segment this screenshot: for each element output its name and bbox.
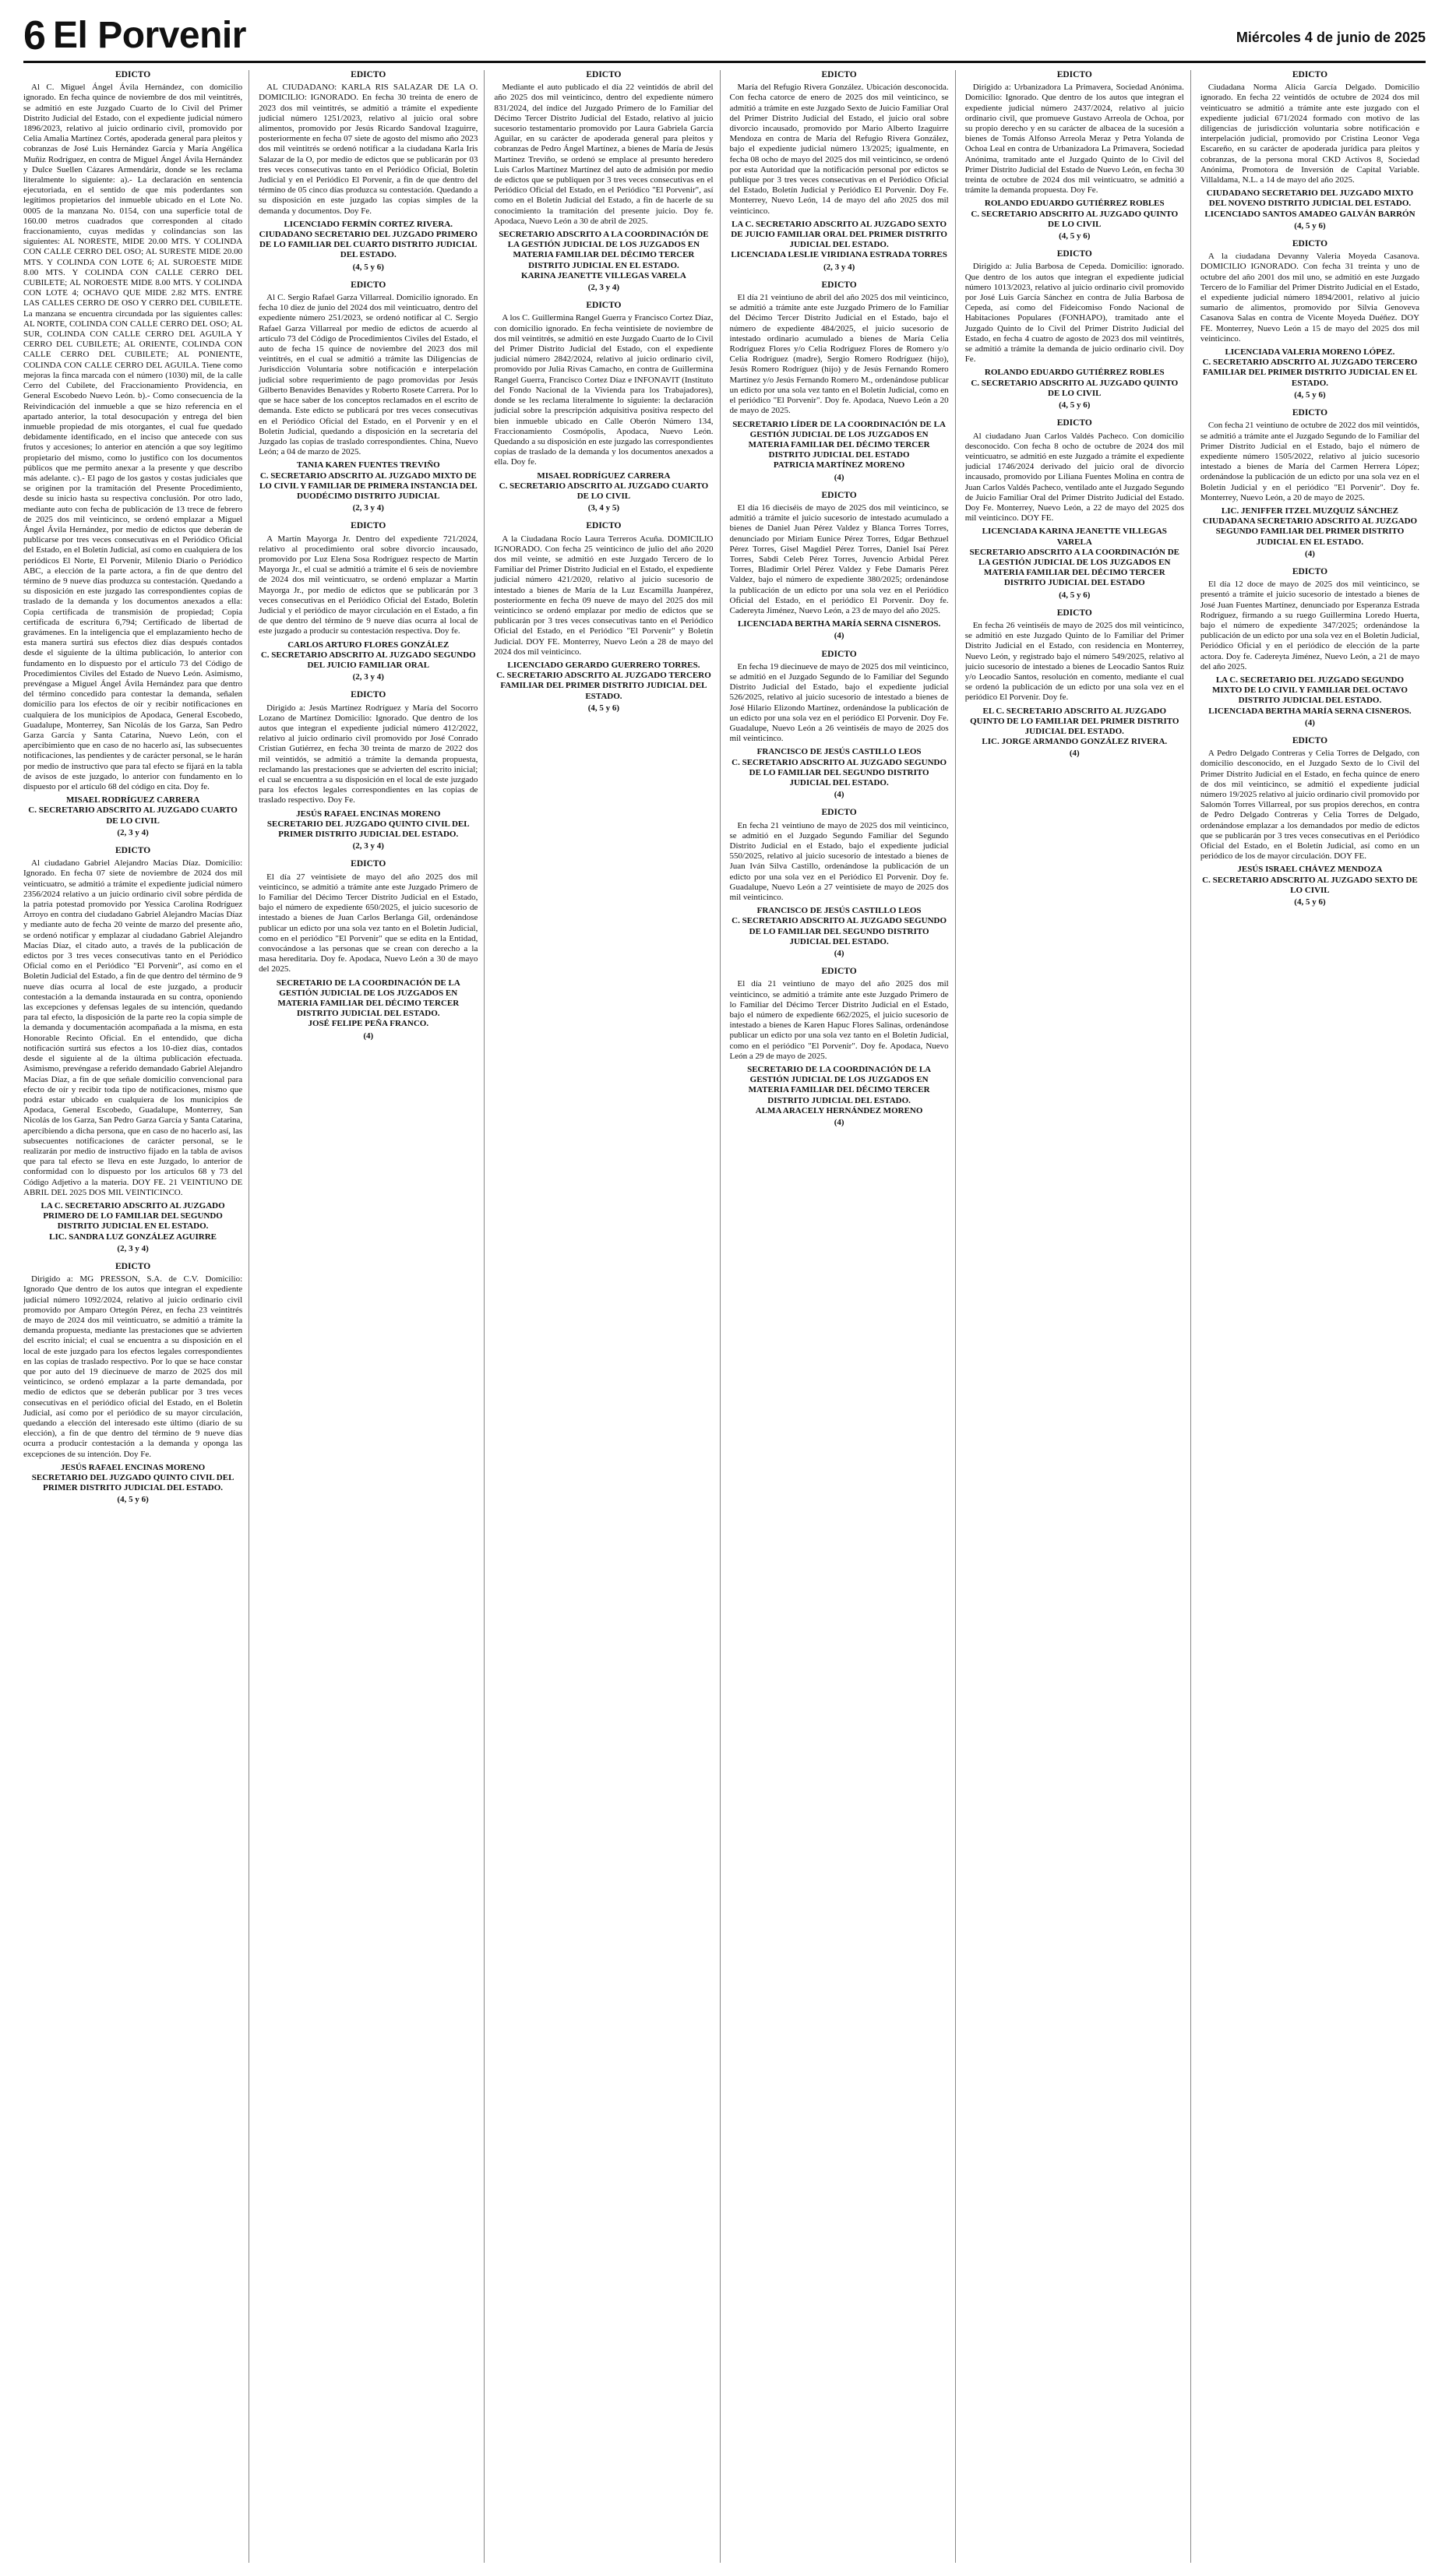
edict-publication-dates: (4) <box>1069 749 1080 759</box>
edict-title: EDICTO <box>821 967 857 977</box>
edict-signature: ROLANDO EDUARDO GUTIÉRREZ ROBLES C. SECRETARIO ADSCRITO AL JUZGADO QUINTO DE LO CIVIL <box>971 368 1179 398</box>
edict-publication-dates: (4, 5 y 6) <box>1294 389 1326 400</box>
edict-title: EDICTO <box>351 859 386 869</box>
edict-publication-dates: (2, 3 y 4) <box>117 827 149 837</box>
edict-body: En fecha 19 diecinueve de mayo de 2025 dos mil veinticinco, se admitió en el Juzgado Segundo de lo Familiar del Segundo Distrito Judicial del Estado, bajo el expediente judicial 526/2025, relativo al juicio sucesorio de intestado a bienes de José Hilario Elizondo Martínez, ordenándose la publicación de un edicto por una sola vez en el periódico El Porvenir. Doy Fe. Guadalupe, Nuevo León a 26 veintiséis de mayo de 2025 dos mil veinticinco. <box>729 661 949 744</box>
edict-signature: JESÚS RAFAEL ENCINAS MORENO SECRETARIO DEL JUZGADO QUINTO CIVIL DEL PRIMER DISTRITO JUDICIAL DEL ESTADO. <box>31 1462 234 1493</box>
edict-notice <box>730 491 949 642</box>
edict-title: EDICTO <box>1292 408 1328 418</box>
edict-notice <box>730 70 949 273</box>
edict-title: EDICTO <box>1292 735 1328 745</box>
edict-title: EDICTO <box>351 690 386 700</box>
edict-notice <box>494 70 713 293</box>
edict-body: A los C. Guillermina Rangel Guerra y Francisco Cortez Díaz, con domicilio ignorado. En fecha veintisiete de noviembre de dos mil veintitrés, se admitió en este Juzgado Cuarto de lo Civil del Primer Distrito Judicial del Estado, con el expediente judicial número 2842/2024, relativo al juicio ordinario civil, promovido por Julia Rivas Camacho, en contra de Guillermina Rangel Guerra, Francisco Cortez Díaz e INFONAVIT (Instituto del Fondo Nacional de la Vivienda para los Trabajadores), donde se les reclama literalmente lo siguiente: la declaración judicial sobre la prescripción adquisitiva positiva respecto del bien inmueble ubicado en Calle Oberón Número 134, Fraccionamiento Cosmópolis, Apodaca, Nuevo León. Quedando a su disposición en este juzgado las correspondientes copias de traslado de la demanda y los documentos anexados a ella. Doy fe. <box>494 313 714 467</box>
edict-publication-dates: (4) <box>834 1118 844 1128</box>
edict-title: EDICTO <box>586 301 622 311</box>
edict-notice <box>259 280 478 513</box>
edict-body: A la ciudadana Devanny Valeria Moyeda Casanova. DOMICILIO IGNORADO. Con fecha 31 treinta y uno de octubre del año 2001 dos mil uno, se admitió en este Juzgado Tercero de lo Familiar del Primer Distrito Judicial en el Estado, el expediente judicial número 1894/2001, relativo al juicio sumario de alimentos, promovido por Silvia Genoveva Casanova Salas en contra de Vicente Moyeda Duéñez. DOY FE. Monterrey, Nuevo León a 15 de mayo del 2025 dos mil veinticinco. <box>1200 252 1420 344</box>
edict-notice <box>259 521 478 682</box>
edict-notice <box>494 301 713 513</box>
edict-signature: LA C. SECRETARIO DEL JUZGADO SEGUNDO MIXTO DE LO CIVIL Y FAMILIAR DEL OCTAVO DISTRITO JUDICIAL DEL ESTADO. LICENCIADA BERTHA MARÍA SERNA CISNEROS. <box>1208 675 1412 716</box>
edict-signature: LICENCIADA BERTHA MARÍA SERNA CISNEROS. <box>737 619 941 629</box>
edict-publication-dates: (4) <box>834 949 844 959</box>
edict-signature: SECRETARIO DE LA COORDINACIÓN DE LA GESTIÓN JUDICIAL DE LOS JUZGADOS EN MATERIA FAMILIAR DEL DÉCIMO TERCER DISTRITO JUDICIAL DEL ESTADO. JOSÉ FELIPE PEÑA FRANCO. <box>276 978 460 1029</box>
edict-signature: EL C. SECRETARIO ADSCRITO AL JUZGADO QUINTO DE LO FAMILIAR DEL PRIMER DISTRITO JUDICIAL DEL ESTADO. LIC. JORGE ARMANDO GONZÁLEZ RIVERA. <box>970 706 1179 747</box>
edict-notice <box>23 1262 242 1506</box>
edict-signature: JESÚS ISRAEL CHÁVEZ MENDOZA C. SECRETARIO ADSCRITO AL JUZGADO SEXTO DE LO CIVIL <box>1202 865 1418 895</box>
edict-body: Dirigido a: MG PRESSON, S.A. de C.V. Domicilio: Ignorado Que dentro de los autos que integran el expediente judicial número 1092/2024, relativo al juicio ordinario civil promovido por Amparo Ortegón Pérez, en fecha 23 veintitrés de mayo de 2024 dos mil veinticuatro, se admitió a trámite la demanda propuesta, mediante las prestaciones que se advierten del escrito inicial; el cual se encuentra a su disposición en el local de este juzgado para los efectos legales correspondientes en las copias de traslado respectivo. Por lo que se hace constar que por auto del 19 diecinueve de marzo de 2025 dos mil veinticinco, se ordenó emplazar a la parte demandada, por medio de edictos que se deberán publicar por 3 tres veces consecutivas en el periódico oficial del Estado, en el Boletín Judicial, así como por el periódico de su mayor circulación, quedando a elección del interesado este último (diario de su elección), a fin de que dentro del término de 9 nueve días ocurra a producir contestación a la demanda y oponga las excepciones de su intención. Doy Fe. <box>23 1274 243 1459</box>
edict-publication-dates: (2, 3 y 4) <box>352 841 384 851</box>
column-1 <box>23 70 249 2563</box>
edict-signature: CARLOS ARTURO FLORES GONZÁLEZ C. SECRETARIO ADSCRITO AL JUZGADO SEGUNDO DEL JUICIO FAMILIAR ORAL <box>260 640 476 670</box>
edict-title: EDICTO <box>1292 70 1328 79</box>
edict-notice <box>730 808 949 959</box>
edict-signature: LICENCIADA VALERIA MORENO LÓPEZ. C. SECRETARIO ADSCRITO AL JUZGADO TERCERO FAMILIAR DEL PRIMER DISTRITO JUDICIAL EN EL ESTADO. <box>1202 347 1418 388</box>
newspaper-logo: El Porvenir <box>53 15 246 56</box>
edict-publication-dates: (4, 5 y 6) <box>1059 400 1091 411</box>
edict-publication-dates: (2, 3 y 4) <box>352 672 384 682</box>
edict-notice <box>730 280 949 483</box>
edict-signature: LICENCIADO GERARDO GUERRERO TORRES. C. SECRETARIO ADSCRITO AL JUZGADO TERCERO FAMILIAR DEL PRIMER DISTRITO JUDICIAL DEL ESTADO. <box>496 660 711 701</box>
edict-signature: LICENCIADO FERMÍN CORTEZ RIVERA. CIUDADANO SECRETARIO DEL JUZGADO PRIMERO DE LO FAMILIAR DEL CUARTO DISTRITO JUDICIAL DEL ESTADO. <box>259 219 478 260</box>
edict-body: Dirigido a: Jesús Martínez Rodríguez y María del Socorro Lozano de Martínez Domicilio: Ignorado. Que dentro de los autos que integran el expediente judicial número 412/2022, relativo al juicio ordinario civil promovido por José Conrado Cristian Gutiérrez, en fecha 30 treinta de marzo de 2022 dos mil veintidós, se admitió a trámite la demanda propuesta, reclamando las prestaciones que se advierten del escrito inicial; el cual se encuentra a su disposición en el local de este juzgado para los efectos legales correspondientes en las copias de traslado respectivo. Doy Fe. <box>259 703 478 805</box>
edict-publication-dates: (2, 3 y 4) <box>587 283 620 293</box>
edict-body: Al ciudadano Gabriel Alejandro Macías Díaz. Domicilio: Ignorado. En fecha 07 siete de noviembre de 2024 dos mil veinticuatro, se admitió a trámite el expediente judicial número 2356/2024 relativo a un juicio ordinario civil sobre pérdida de la patria potestad promovido por Yessica Carolina Rodríguez Arroyo en contra del ciudadano Gabriel Alejandro Macías Díaz y mediante auto de fecha 20 veinte de marzo del presente año, se ordenó notificar y emplazar al ciudadano Gabriel Alejandro Macías Díaz, el citado auto, a través de la publicación de edictos por 3 tres veces consecutivas tanto en el Periódico Oficial como en el Periódico "El Porvenir", así como en el Boletín Judicial del Estado, a fin de que dentro del término de 9 nueve días ocurra al local de este juzgado, a producir contestación a la demanda instaurada en su contra, oponiendo las excepciones y defensas legales de su intención, quedando para tal efecto, la disposición de la parte reo la copia simple de la demanda y documentación acompañada a la misma, en esta Honorable Recinto Oficial. En el entendido, que dicha notificación surtirá sus efectos a los 10-diez días, contados desde el siguiente al de la última publicación efectuada. Asimismo, prevéngase a referido demandado Gabriel Alejandro Macías Díaz, a fin de que señale domicilio convencional para efecto de oír y recibir toda tipo de notificaciones, mismo que podrá estar ubicado en cualquiera de los municipios de Apodaca, General Escobedo, Guadalupe, Monterrey, San Nicolás de los Garza, San Pedro Garza García y Santa Catarina, apercibiendo a dicha persona, que en caso de no hacerlo así, las subsecuentes notificaciones de carácter personal, se le realizarán por medio de instructivo fijado en la tabla de avisos que para tal efecto se lleva en este Juzgado, lo anterior de conformidad con lo dispuesto por los artículos 68 y 73 del Código Adjetivo a la materia. DOY FE. 21 VEINTIUNO DE ABRIL DEL 2025 DOS MIL VEINTICINCO. <box>23 858 243 1197</box>
edict-signature: MISAEL RODRÍGUEZ CARRERA C. SECRETARIO ADSCRITO AL JUZGADO CUARTO DE LO CIVIL <box>499 470 709 501</box>
edict-title: EDICTO <box>351 521 386 531</box>
edict-title: EDICTO <box>1056 608 1092 618</box>
edict-publication-dates: (4) <box>1305 548 1315 559</box>
edict-columns <box>23 70 1426 2563</box>
edict-publication-dates: (4, 5 y 6) <box>352 262 384 272</box>
edict-signature: LIC. JENIFFER ITZEL MUZQUIZ SÁNCHEZ CIUDADANA SECRETARIO ADSCRITO AL JUZGADO SEGUNDO FAMILIAR DEL PRIMER DISTRITO JUDICIAL EN EL ESTADO. <box>1202 506 1418 547</box>
edict-publication-dates: (2, 3 y 4) <box>823 262 855 272</box>
edict-title: EDICTO <box>1292 566 1328 576</box>
edict-body: El día 27 veintisiete de mayo del año 2025 dos mil veinticinco, se admitió a trámite ante este Juzgado Primero de lo Familiar del Décimo Tercer Distrito Judicial en el Estado, bajo el número de expediente 650/2025, el juicio sucesorio de intestado a bienes de Juan Carlos Berlanga Gil, ordenándose publicar un edicto por una sola vez tanto en el Boletín Judicial, como en el periódico "El Porvenir" que se edita en la Entidad, convocándose a las personas que se crean con derecho a la masa hereditaria. Doy fe. Apodaca, Nuevo León a 30 de mayo del 2025. <box>259 872 478 974</box>
edict-body: Mediante el auto publicado el día 22 veintidós de abril del año 2025 dos mil veinticinco, dentro del expediente número 831/2024, del índice del Juzgado Primero de lo Familiar del Décimo Tercer Distrito Judicial del Estado, relativo al juicio sucesorio testamentario promovido por Laura Gabriela García Aguilar, en su carácter de apoderada general para pleitos y cobranzas de Pedro Ángel Martínez, a bienes de María de Jesús Martínez Treviño, se ordenó se emplace al presunto heredero Luis Carlos Martínez Martínez del auto de admisión por medio de edictos que se publiquen por 3 tres veces consecutivas en el Periódico Oficial del Estado, en el Periódico "El Porvenir", así como en el Boletín Judicial del Estado, a fin de hacerle de su conocimiento la tramitación del presente juicio. Doy fe. Apodaca, Nuevo León a 30 de abril de 2025. <box>494 83 714 226</box>
edict-title: EDICTO <box>1056 418 1092 428</box>
edict-publication-dates: (2, 3 y 4) <box>352 503 384 513</box>
edict-title: EDICTO <box>821 70 857 79</box>
page-number: 6 <box>23 13 46 58</box>
edict-signature: SECRETARIO DE LA COORDINACIÓN DE LA GESTIÓN JUDICIAL DE LOS JUZGADOS EN MATERIA FAMILIAR DEL DÉCIMO TERCER DISTRITO JUDICIAL DEL ESTADO. ALMA ARACELY HERNÁNDEZ MORENO <box>747 1065 932 1115</box>
edict-publication-dates: (4, 5 y 6) <box>117 1495 149 1505</box>
edict-title: EDICTO <box>351 280 386 290</box>
edict-publication-dates: (4) <box>834 472 844 482</box>
edict-title: EDICTO <box>586 521 622 531</box>
edict-signature: ROLANDO EDUARDO GUTIÉRREZ ROBLES C. SECRETARIO ADSCRITO AL JUZGADO QUINTO DE LO CIVIL <box>971 199 1179 229</box>
edict-publication-dates: (4) <box>363 1031 374 1041</box>
edict-body: Con fecha 21 veintiuno de octubre de 2022 dos mil veintidós, se admitió a trámite ante el Juzgado Segundo de lo Familiar del Primer Distrito Judicial en el Estado, bajo el número de expediente número 1505/2022, relativo al juicio sucesorio intestado a bienes de María del Carmen Herrera López; ordenándose la publicación de un edicto por una sola vez en el Boletín Judicial y en el periódico "El Porvenir". Doy fe. Monterrey, Nuevo León, a 20 de mayo de 2025. <box>1200 421 1420 502</box>
edict-publication-dates: (4, 5 y 6) <box>587 703 620 713</box>
edict-title: EDICTO <box>115 846 151 856</box>
edict-body: Dirigido a: Urbanizadora La Primavera, Sociedad Anónima. Domicilio: Ignorado. Que dentro de los autos que integran el expediente judicial número 2437/2024, relativo al juicio ordinario civil, que promueve Gustavo Arreola de Ochoa, por su propio derecho y en su carácter de albacea de la sucesión a bienes de Tomás Alfonso Arreola Meraz y Petra Yolanda de Ochoa Leal en contra de Urbanizadora La Primavera, Sociedad Anónima, tramitado ante el Juzgado Quinto de lo Civil del Primer Distrito Judicial del Estado de Nuevo León, en fecha 30 treinta de octubre de 2024 dos mil veinticuatro, se admitió a trámite la demanda propuesta. Doy Fe. <box>964 83 1184 196</box>
edict-title: EDICTO <box>821 808 857 818</box>
edict-body: María del Refugio Rivera González. Ubicación desconocida. Con fecha catorce de enero de 2025 dos mil veinticinco, se admitió a trámite en este Juzgado Sexto de Juicio Familiar Oral del Primer Distrito Judicial del Estado, el juicio oral sobre divorcio incausado, promovido por Mario Alberto Izaguirre Mendoza en contra de María del Refugio Rivera González, bajo el expediente judicial número 13/2025; igualmente, en fecha 08 ocho de mayo del 2025 dos mil veinticinco, se ordenó por esta Autoridad que la notificación personal por edictos se publique por 3 tres veces consecutivas en el Periódico Oficial del Estado, Boletín Judicial y Periódico El Porvenir. Doy Fe. Monterrey, Nuevo León, 14 de mayo del año 2025 dos mil veinticinco. <box>729 83 949 216</box>
edict-body: A Martín Mayorga Jr. Dentro del expediente 721/2024, relativo al procedimiento oral sobre divorcio incausado, promovido por Luz Elena Sosa Rodríguez respecto de Martín Mayorga Jr., el cual se admitió a trámite el 6 seis de noviembre de 2024 dos mil veinticuatro, se ordenó emplazar a Martín Mayorga Jr., por medio de edictos que se publicarán por 3 veces consecutivas en el Periódico Oficial del Estado, Boletín Judicial y el periódico de mayor circulación en el Estado, a fin de que dentro del término de 9 nueve días ocurra al local de este juzgado a producir su contestación respectiva. Doy fe. <box>259 534 478 636</box>
column-2 <box>259 70 485 2563</box>
edict-notice <box>494 521 713 714</box>
edict-notice <box>259 690 478 851</box>
masthead <box>23 11 1426 63</box>
edict-notice <box>965 608 1184 759</box>
edict-signature: JESÚS RAFAEL ENCINAS MORENO SECRETARIO DEL JUZGADO QUINTO CIVIL DEL PRIMER DISTRITO JUDICIAL DEL ESTADO. <box>266 809 470 840</box>
edict-publication-dates: (4, 5 y 6) <box>1294 897 1326 907</box>
column-3 <box>494 70 720 2563</box>
edict-title: EDICTO <box>1292 239 1328 249</box>
edict-body: A la Ciudadana Rocío Laura Terreros Acuña. DOMICILIO IGNORADO. Con fecha 25 veinticinco de julio del año 2020 dos mil veinte, se admitió en este Juzgado Tercero de lo Familiar del Primer Distrito Judicial en el Estado, el expediente judicial número 421/2020, relativo al juicio sucesorio de intestado a bienes de María de la Luz Escamilla Juanpérez, posteriormente en fecha 09 nueve de mayo del 2025 dos mil veinticinco se ordenó emplazar por medio de edictos que se publicarán por 3 tres veces consecutivas tanto en el Periódico Oficial del Estado, en el Periódico "El Porvenir" y Boletín Judicial. DOY FE. Monterrey, Nuevo León a 28 de mayo del 2024 dos mil veinticinco. <box>494 534 714 657</box>
edict-publication-dates: (4) <box>834 790 844 800</box>
edict-notice <box>23 846 242 1254</box>
edict-signature: LA C. SECRETARIO ADSCRITO AL JUZGADO SEXTO DE JUICIO FAMILIAR ORAL DEL PRIMER DISTRITO JUDICIAL DEL ESTADO. LICENCIADA LESLIE VIRIDIANA ESTRADA TORRES <box>731 219 947 260</box>
edict-publication-dates: (4, 5 y 6) <box>1294 220 1326 231</box>
edict-notice <box>1200 567 1419 728</box>
edict-signature: CIUDADANO SECRETARIO DEL JUZGADO MIXTO DEL NOVENO DISTRITO JUDICIAL DEL ESTADO. LICENCIADO SANTOS AMADEO GALVÁN BARRÓN <box>1204 189 1416 219</box>
edict-notice <box>259 859 478 1041</box>
edict-notice <box>730 967 949 1128</box>
edict-signature: FRANCISCO DE JESÚS CASTILLO LEOS C. SECRETARIO ADSCRITO AL JUZGADO SEGUNDO DE LO FAMILIAR DEL SEGUNDO DISTRITO JUDICIAL DEL ESTADO. <box>732 906 947 946</box>
edict-title: EDICTO <box>1056 70 1092 79</box>
column-5 <box>965 70 1191 2563</box>
edict-body: El día 21 veintiuno de mayo del año 2025 dos mil veinticinco, se admitió a trámite ante este Juzgado Primero de lo Familiar del Décimo Tercer Distrito Judicial en el Estado, bajo el número de expediente 662/2025, el juicio sucesorio de intestado a bienes de Karen Hapuc Flores Salinas, ordenándose publicar un edicto por una sola vez tanto en el Boletín Judicial, como en el periódico "El Porvenir". Doy fe. Apodaca, Nuevo León a 29 de mayo de 2025. <box>729 979 949 1061</box>
edict-notice <box>965 70 1184 241</box>
edict-title: EDICTO <box>821 280 857 290</box>
edict-body: Al ciudadano Juan Carlos Valdés Pacheco. Con domicilio desconocido. Con fecha 8 ocho de octubre de 2024 dos mil veinticuatro, se admitió en este Juzgado a trámite el expediente judicial 1746/2024 derivado del juicio oral de divorcio incausado, promovido por Liliana Fuentes Molina en contra de Juan Carlos Valdés Pacheco, ventilado ante el Juzgado Segundo de Juicio Familiar Oral del Primer Distrito Judicial del Estado. Doy Fe. Monterrey, Nuevo León, a 22 de mayo del 2025 dos mil veinticinco. DOY FE. <box>964 431 1184 523</box>
edict-publication-dates: (4, 5 y 6) <box>1059 590 1091 600</box>
edict-notice <box>965 418 1184 600</box>
edict-signature: LICENCIADA KARINA JEANETTE VILLEGAS VARELA SECRETARIO ADSCRITO A LA COORDINACIÓN DE LA GESTIÓN JUDICIAL DE LOS JUZGADOS EN MATERIA FAMILIAR DEL DÉCIMO TERCER DISTRITO JUDICIAL DEL ESTADO <box>969 527 1179 588</box>
edict-body: Dirigido a: Julia Barbosa de Cepeda. Domicilio: ignorado. Que dentro de los autos que integran el expediente judicial número 1013/2023, relativo al juicio ordinario civil promovido por José Luis García Sánchez en contra de Julia Barbosa de Cepeda, así como del Fideicomiso Fondo Nacional de Habitaciones Populares (FONHAPO), tramitado ante el Juzgado Quinto de lo Civil del Primer Distrito Judicial del Estado, en fecha 4 cuatro de agosto de 2023 dos mil veintitrés, se admitió a trámite la demanda de juicio ordinario civil. Doy Fe. <box>964 262 1184 365</box>
edict-notice <box>259 70 478 273</box>
edict-notice <box>965 249 1184 411</box>
edict-signature: MISAEL RODRÍGUEZ CARRERA C. SECRETARIO ADSCRITO AL JUZGADO CUARTO DE LO CIVIL <box>28 795 238 826</box>
edict-publication-dates: (4) <box>834 631 844 641</box>
edict-notice <box>1200 408 1419 559</box>
edict-signature: LA C. SECRETARIO ADSCRITO AL JUZGADO PRIMERO DE LO FAMILIAR DEL SEGUNDO DISTRITO JUDICIAL EN EL ESTADO. LIC. SANDRA LUZ GONZÁLEZ AGUIRRE <box>41 1200 225 1242</box>
edict-body: En fecha 21 veintiuno de mayo de 2025 dos mil veinticinco, se admitió en el Juzgado Segundo Familiar del Segundo Distrito Judicial en el Estado, bajo el expediente judicial 550/2025, relativo al juicio sucesorio de intestado a bienes de Juan Iván Silva Castillo, ordenándose la publicación de un edicto por una sola vez en el Periódico El Porvenir. Doy fe. Guadalupe, Nuevo León a 27 veintisiete de mayo de 2025 dos mil veinticinco. <box>729 820 949 903</box>
edict-signature: SECRETARIO LÍDER DE LA COORDINACIÓN DE LA GESTIÓN JUDICIAL DE LOS JUZGADOS EN MATERIA FAMILIAR DEL DÉCIMO TERCER DISTRITO JUDICIAL DEL ESTADO PATRICIA MARTÍNEZ MORENO <box>732 419 946 470</box>
edict-title: EDICTO <box>821 490 857 500</box>
edict-body: AL CIUDADANO: KARLA RIS SALAZAR DE LA O. DOMICILIO: IGNORADO. En fecha 30 treinta de enero de 2023 dos mil veintitrés, se admitió a trámite el expediente judicial número 1251/2023, relativo al juicio oral sobre alimentos, promovido por Jesús Ricardo Sandoval Izaguirre, posteriormente en fecha 07 siete de agosto del mismo año 2023 dos mil veintitrés se ordenó notificar a la ciudadana Karla Iris Salazar de la O, por medio de edictos que se publicarán por 03 tres veces consecutivas tanto en el Periódico Oficial, Boletín Judicial y en el Periódico El Porvenir, a fin de que dentro del término de 05 cinco días produzca su contestación. Quedando a su disposición en este juzgado las copias simples de la demanda y documentos. Doy Fe. <box>259 83 478 216</box>
edict-publication-dates: (2, 3 y 4) <box>117 1243 149 1253</box>
edict-signature: SECRETARIO ADSCRITO A LA COORDINACIÓN DE LA GESTIÓN JUDICIAL DE LOS JUZGADOS EN MATERIA FAMILIAR DEL DÉCIMO TERCER DISTRITO JUDICIAL EN EL ESTADO. KARINA JEANETTE VILLEGAS VARELA <box>499 230 709 280</box>
edict-signature: FRANCISCO DE JESÚS CASTILLO LEOS C. SECRETARIO ADSCRITO AL JUZGADO SEGUNDO DE LO FAMILIAR DEL SEGUNDO DISTRITO JUDICIAL DEL ESTADO. <box>732 747 947 788</box>
edict-title: EDICTO <box>586 70 622 79</box>
edict-title: EDICTO <box>821 649 857 659</box>
column-6 <box>1200 70 1426 2563</box>
edict-notice <box>1200 70 1419 231</box>
edict-body: Al C. Sergio Rafael Garza Villarreal. Domicilio ignorado. En fecha 10 diez de junio del 2024 dos mil veinticuatro, dentro del expediente número 251/2023, se ordenó notificar al C. Sergio Rafael Garza Villarreal por medio de edictos de acuerdo al artículo 73 del Código de Procedimientos Civiles del Estado, el auto de fecha 15 quince de noviembre del 2023 dos mil veintitrés, en el cual se admitió a trámite las Diligencias de Jurisdicción Voluntaria sobre notificación e interpelación judicial sobre requerimiento de pago promovidas por Jesús Gilberto Benavides Benavides y Roberto Rosete Carrera. Por lo que se hace saber de los conceptos reclamados en el escrito de demanda. Este edicto se publicará por tres veces consecutivas en el Periódico Oficial del Estado, en el Porvenir y en el Boletín Judicial, quedando a disposición en la secretaría del Juzgado las copias de traslado correspondientes. China, Nuevo León; a 04 de marzo de 2025. <box>259 293 478 457</box>
edict-body: El día 16 dieciséis de mayo de 2025 dos mil veinticinco, se admitió a trámite el juicio sucesorio de intestado acumulado a bienes de Daniel Juan Pérez Valdez y Blanca Torres Torres, denunciado por Miriam Eunice Pérez Torres, Edgar Bethzuel Pérez Torres, Gisel Magdiel Pérez Torres, Daniel Isaí Pérez Torres, Sabdi Celeb Pérez Torres, Juvencio Arbidal Pérez Torres, Bladimir Orlel Pérez Valdez y Febe Damaris Pérez Valdez, bajo el número de expediente 380/2025; ordenándose la publicación de un edicto por una sola vez en el Periódico Oficial del Estado, en el periódico El Porvenir. Doy fe. Cadereyta Jiménez, Nuevo León, a 23 de mayo del año 2025. <box>729 502 949 615</box>
edict-notice <box>730 650 949 801</box>
edict-body: Ciudadana Norma Alicia García Delgado. Domicilio ignorado. En fecha 22 veintidós de octubre de 2024 dos mil veinticuatro se admitió a trámite ante este juzgado con el expediente judicial 671/2024 formado con motivo de las diligencias de jurisdicción voluntaria sobre notificación e interpelación judicial, promovido por Cristina Leonor Vega Escareño, en su carácter de apoderada jurídica para pleitos y cobranzas, de la persona moral CKD Activos 8, Sociedad Anónima, Promotora de Inversión de Capital Variable. Villaldama, N.L. a 14 de mayo del año 2025. <box>1200 83 1420 185</box>
issue-date: Miércoles 4 de junio de 2025 <box>1236 30 1426 45</box>
edict-publication-dates: (4, 5 y 6) <box>1059 231 1091 241</box>
column-4 <box>730 70 956 2563</box>
edict-title: EDICTO <box>351 70 386 79</box>
edict-body: El día 21 veintiuno de abril del año 2025 dos mil veinticinco, se admitió a trámite ante este Juzgado Primero de lo Familiar del Décimo Tercer Distrito Judicial en el Estado, bajo el número de expediente 484/2025, el juicio sucesorio de intestado ordinario acumulado a bienes de María Celia Rodríguez Flores y/o Celia Rodríguez Flores de Romero y/o Celia Rodríguez (madre), Sergio Romero Rodríguez (hijo), Jesús Romero Rodríguez (hijo) y de Jesús Fernando Romero Martínez y/o Jesús Fernando Romero M., ordenándose publicar un edicto por una sola vez tanto en el Boletín Judicial, como en el periódico "El Porvenir". Doy fe. Apodaca, Nuevo León a 20 de mayo de 2025. <box>729 293 949 416</box>
edict-signature: TANIA KAREN FUENTES TREVIÑO C. SECRETARIO ADSCRITO AL JUZGADO MIXTO DE LO CIVIL Y FAMILIAR DE PRIMERA INSTANCIA DEL DUODÉCIMO DISTRITO JUDICIAL <box>259 460 478 501</box>
edict-notice <box>1200 736 1419 907</box>
edict-title: EDICTO <box>115 70 151 79</box>
edict-publication-dates: (3, 4 y 5) <box>587 503 620 513</box>
edict-body: En fecha 26 veintiséis de mayo de 2025 dos mil veinticinco, se admitió en este Juzgado Quinto de lo Familiar del Primer Distrito Judicial en el Estado, con residencia en Monterrey, Nuevo León, y registrado bajo el número 549/2025, relativo al juicio sucesorio de intestado a bienes de Leocadio Santos Ruiz y/o Leocadio Santos, resolución en comento, mediante el cual se ordenó la publicación de un edicto por una sola vez en el periódico El Porvenir. Doy fe. <box>964 620 1184 703</box>
edict-notice <box>23 70 242 838</box>
edict-title: EDICTO <box>115 1261 151 1271</box>
edict-body: El día 12 doce de mayo de 2025 dos mil veinticinco, se presentó a trámite el juicio sucesorio de intestado a bienes de José Juan Fuentes Martínez, denunciado por Esperanza Estrada Rodríguez, firmando a su ruego Guillermina Loredo Huerta, bajo el número de expediente 347/2025; ordenándose la publicación de un edicto por una sola vez en el Boletín Judicial, Periódico Oficial y en el periódico de elección de la parte actora. Doy fe. Cadereyta Jiménez, Nuevo León, a 21 de mayo del año 2025. <box>1200 580 1420 671</box>
edict-notice <box>1200 239 1419 400</box>
edict-body: A Pedro Delgado Contreras y Celia Torres de Delgado, con domicilio desconocido, en el Juzgado Sexto de lo Civil del Primer Distrito Judicial en el Estado, en fecha quince de enero de dos mil veinticinco, se admitió el expediente judicial número 19/2025 relativo al juicio ordinario civil promovido por Salomón Torres Villarreal, por sus propios derechos, en contra de Pedro Delgado Contreras y Celia Torres de Delgado, ordenándose emplazar a los demandados por medio de edictos que se publicarán por 3 tres veces consecutivas en el Periódico Oficial del Estado, en el Boletín Judicial, así como en un periódico de los de mayor circulación. DOY FE. <box>1200 749 1420 862</box>
edict-publication-dates: (4) <box>1305 717 1315 728</box>
edict-title: EDICTO <box>1056 249 1092 259</box>
edict-body: Al C. Miguel Ángel Ávila Hernández, con domicilio ignorado. En fecha quince de noviembre de dos mil veintitrés, se admitió en este Juzgado Cuarto de lo Civil del Primer Distrito Judicial del Estado, con el expediente judicial número 1896/2023, relativo al juicio ordinario civil, promovido por Celia Amalia Martínez Cortés, apoderada general para pleitos y cobranzas de José Luis Hernández García y María Angélica Muñiz Rodríguez, en contra de Miguel Ángel Ávila Hernández y Dulce Suellen Cázares Armendáriz, donde se les reclama literalmente lo siguiente: a).- La declaración en sentencia ejecutoriada, en el sentido de que mis poderdantes son legítimos propietarios del inmueble ubicado en el Lote No. 0005 de la manzana No. 0154, con una superficie total de 160.00 metros cuadrados que corresponden al citado fraccionamiento, cuyas medidas y colindancias son las siguientes: AL NORESTE, MIDE 20.00 MTS. Y COLINDA CON CALLE CERRO DEL OSO; AL SURESTE MIDE 20.00 MTS. Y COLINDA CON LOTE 6; AL SUROESTE MIDE 8.00 MTS. Y COLINDA CON CALLE CERRO DEL CUBILETE; AL NOROESTE MIDE 8.00 MTS. Y COLINDA CON LOTE 4; OCHAVO QUE MIDE 2.82 MTS. ENTRE LAS CALLES CERRO DE OSO Y CERRO DEL CUBILETE. La manzana se encuentra circundada por las siguientes calles: AL NORTE, COLINDA CON CALLE CERRO DEL OSO; AL SUR, COLINDA CON CALLE CERRO DEL AGUILA Y CERRO DEL CUBILETE; AL ORIENTE, COLINDA CON CALLE CERRO DEL CUBILETE; AL PONIENTE, COLINDA CON CALLE CERRO DEL AGUILA. Tiene como mejoras la finca marcada con el número (1030) mil, de la calle Cerro del Cubilete, del Fraccionamiento Providencia, en General Escobedo Nuevo León. b).- Como consecuencia de la Reivindicación del inmueble a que se hizo referencia en el apartado anterior, la total desocupación y entrega del bien inmueble propiedad de mis otorgantes, el cual fue quedado debidamente identificado, en el inciso que antecede con sus frutos y accesiones; lo anterior en atención a que soy legítimo propietario del mismo, como lo justifico con los documentos públicos que me permito anexar a la presente y que describo más adelante. c).- El pago de los gastos y costas judiciales que se originen por la tramitación del Presente Procedimiento, desde su inicio hasta su respectiva conclusión. Por otro lado, mediante auto con fecha de publicación de 13 trece de febrero de 2025 dos mil veinticinco, se ordenó emplazar a Miguel Ángel Ávila Hernández, por medio de edictos que deberán de publicarse por tres veces consecutivas en el Periódico Oficial del Estado, en el Boletín Judicial, así como en cualquiera de los periódicos El Norte, El Porvenir, Milenio Diario o Periódico ABC, a elección de la parte actora, a fin de que dentro del término de 9 nueve días produzca su contestación. Quedando a su disposición en este juzgado las correspondientes copias de traslado de la demanda y los documentos anexados a ella: Copia certificada de transmisión de propiedad; Copia certificada de escritura 6,794; Certificado de libertad de gravámenes. En la inteligencia que el emplazamiento hecho de esta manera surtirá sus efectos diez días después contados desde el siguiente de la última publicación, lo anterior con fundamento en lo dispuesto por el artículo 73 del Código de Procedimientos Civiles del Estado de Nuevo León. Asimismo, prevéngase a Miguel Ángel Ávila Hernández para que dentro del término concedido para contestar la demanda, señalen domicilio para los efectos de oír y recibir notificaciones en cualquiera de los municipios de Apodaca, General Escobedo, Guadalupe, Monterrey, San Nicolás de los Garza, San Pedro Garza García y Santa Catarina, Nuevo León, con el apercibimiento que en caso de no hacerlo así, las subsecuentes notificaciones, las pendientes y de carácter personal, se le harán por medio de instructivo que para tal efecto se fijará en la tabla de avisos de este juzgado, lo anterior con fundamento en lo dispuesto por el artículo 68 del código en cita. Doy fe. <box>23 83 243 792</box>
